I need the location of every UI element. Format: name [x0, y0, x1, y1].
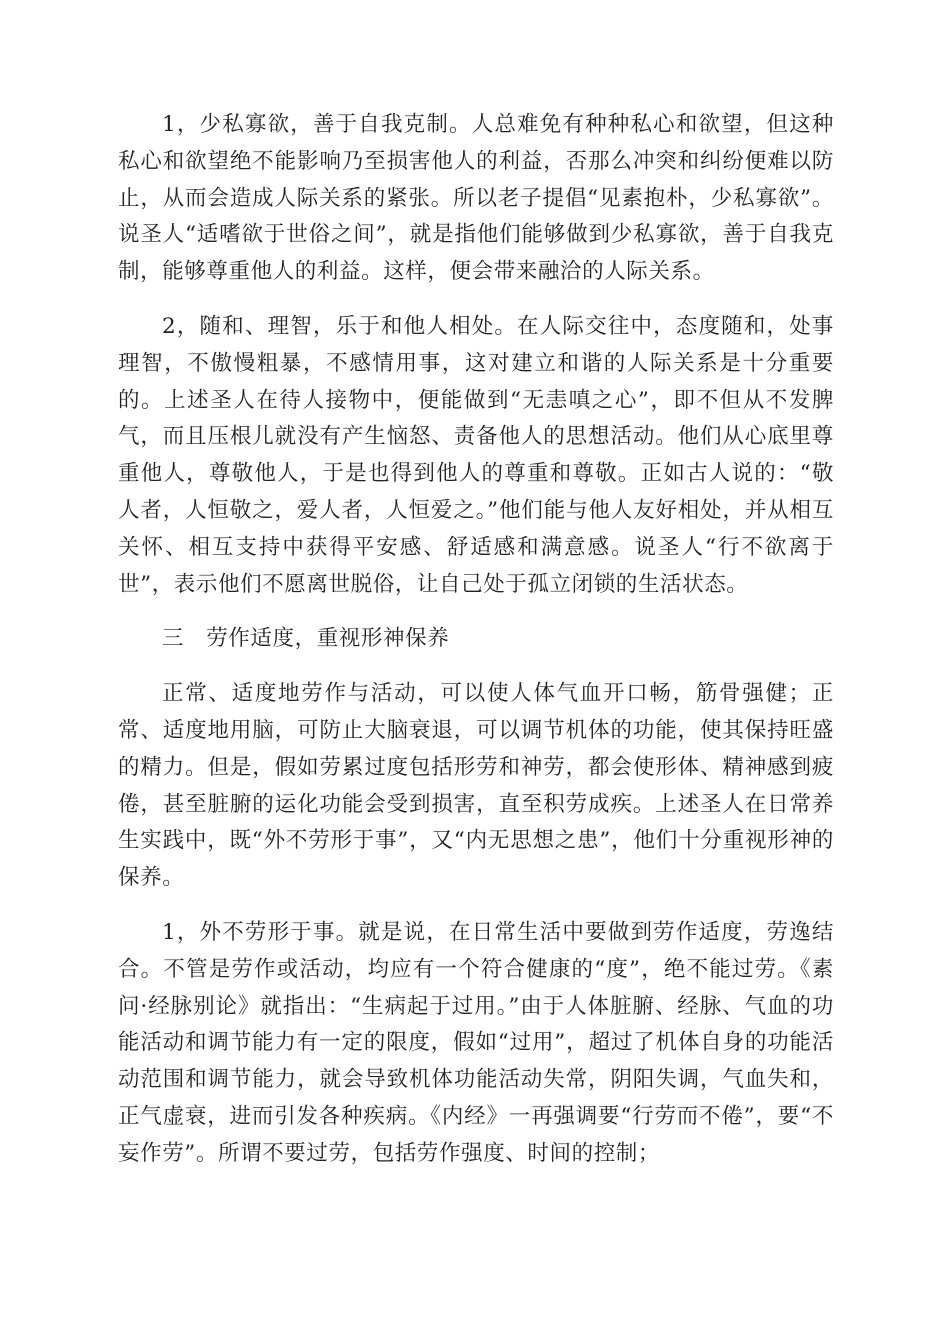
paragraph-amiable-rational: 2，随和、理智，乐于和他人相处。在人际交往中，态度随和，处事理智，不傲慢粗暴，不感情用事，这对建立和谐的人际关系是十分重要的。上述圣人在待人接物中，便能做到“无恚嗔之心”，即不但从不发脾气，而且压根儿就没有产生恼怒、责备他人的思想活动。他们从心底里尊重他人，尊敬他人，于是也得到他人的尊重和尊敬。正如古人说的：“敬人者，人恒敬之，爱人者，人恒爱之。”他们能与他人友好相处，并从相互关怀、相互支持中获得平安感、舒适感和满意感。说圣人“行不欲离于世”，表示他们不愿离世脱俗，让自己处于孤立闭锁的生活状态。	[118, 313, 834, 597]
paragraph-self-restraint: 1，少私寡欲，善于自我克制。人总难免有种种私心和欲望，但这种私心和欲望绝不能影响乃至损害他人的利益，否那么冲突和纠纷便难以防止，从而会造成人际关系的紧张。所以老子提倡“见素抱朴，少私寡欲”。说圣人“适嗜欲于世俗之间”，就是指他们能够做到少私寡欲，善于自我克制，能够尊重他人的利益。这样，便会带来融洽的人际关系。	[118, 112, 834, 285]
section-heading-moderate-labor: 三 劳作适度，重视形神保养	[162, 626, 450, 652]
paragraph-moderate-activity: 正常、适度地劳作与活动，可以使人体气血开口畅，筋骨强健；正常、适度地用脑，可防止大脑衰退，可以调节机体的功能，使其保持旺盛的精力。但是，假如劳累过度包括形劳和神劳，都会使形体、精神感到疲倦，甚至脏腑的运化功能会受到损害，直至积劳成疾。上述圣人在日常养生实践中，既“外不劳形于事”，又“内无思想之患”，他们十分重视形神的保养。	[118, 681, 834, 891]
paragraph-avoid-overwork: 1，外不劳形于事。就是说，在日常生活中要做到劳作适度，劳逸结合。不管是劳作或活动，均应有一个符合健康的“度”，绝不能过劳。《素问·经脉别论》就指出：“生病起于过用。”由于人体脏腑、经脉、气血的功能活动和调节能力有一定的限度，假如“过用”，超过了机体自身的功能活动范围和调节能力，就会导致机体功能活动失常，阴阳失调，气血失和，正气虚衰，进而引发各种疾病。《内经》一再强调要“行劳而不倦”，要“不妄作劳”。所谓不要过劳，包括劳作强度、时间的控制；	[118, 919, 834, 1166]
document-body	[118, 107, 834, 1191]
